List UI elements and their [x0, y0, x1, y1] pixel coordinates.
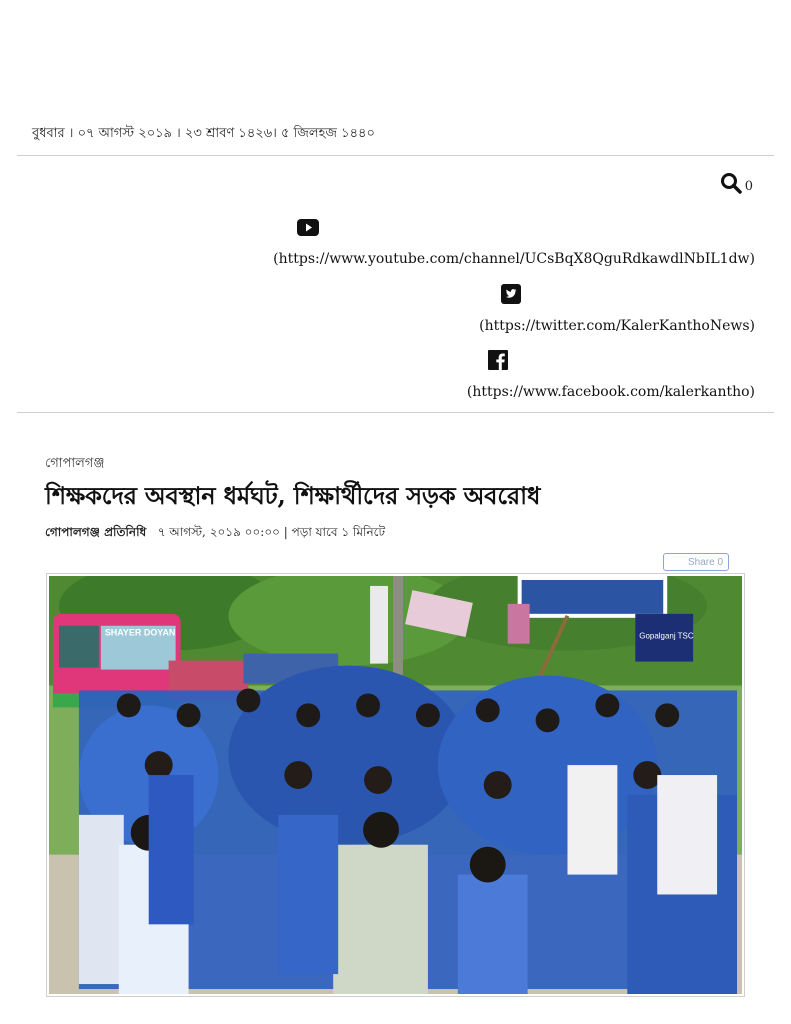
bus-sign: SHAYER DOYAN [104, 627, 176, 638]
facebook-link[interactable]: (https://www.facebook.com/kalerkantho) [466, 384, 755, 400]
facebook-icon[interactable] [488, 350, 508, 370]
tsc-sign: Gopalganj TSC [639, 631, 694, 641]
article-meta: গোপালগঞ্জ প্রতিনিধি ৭ আগস্ট, ২০১৯ ০০:০০ | পড়া যাবে ১ মিনিটে [45, 525, 385, 539]
youtube-link[interactable]: (https://www.youtube.com/channel/UCsBqX8QguRdkawdlNbIL1dw) [273, 251, 755, 267]
article-photo [49, 576, 742, 994]
author-name: গোপালগঞ্জ প্রতিনিধি [45, 525, 147, 539]
social-divider [17, 412, 774, 413]
twitter-icon[interactable] [501, 284, 521, 304]
read-time: পড়া যাবে ১ মিনিটে [291, 525, 385, 539]
youtube-icon[interactable] [297, 219, 319, 236]
share-count: 0 [717, 556, 723, 568]
category-label[interactable]: গোপালগঞ্জ [45, 456, 105, 471]
search-icon[interactable] [720, 172, 742, 194]
page-title: শিক্ষকদের অবস্থান ধর্মঘট, শিক্ষার্থীদের সড়ক অবরোধ [45, 481, 541, 510]
timestamp: ৭ আগস্ট, ২০১৯ ০০:০০ [157, 525, 280, 539]
search-count: 0 [744, 179, 753, 194]
share-button[interactable] [663, 553, 729, 571]
date-line: বুধবার । ০৭ আগস্ট ২০১৯ । ২৩ শ্রাবণ ১৪২৬। ৫ জিলহজ ১৪৪০ [32, 126, 375, 141]
header-divider [17, 155, 774, 156]
search-button[interactable] [720, 172, 753, 194]
share-label: Share [687, 556, 715, 568]
article-photo-frame [46, 573, 745, 997]
twitter-link[interactable]: (https://twitter.com/KalerKanthoNews) [479, 318, 755, 334]
